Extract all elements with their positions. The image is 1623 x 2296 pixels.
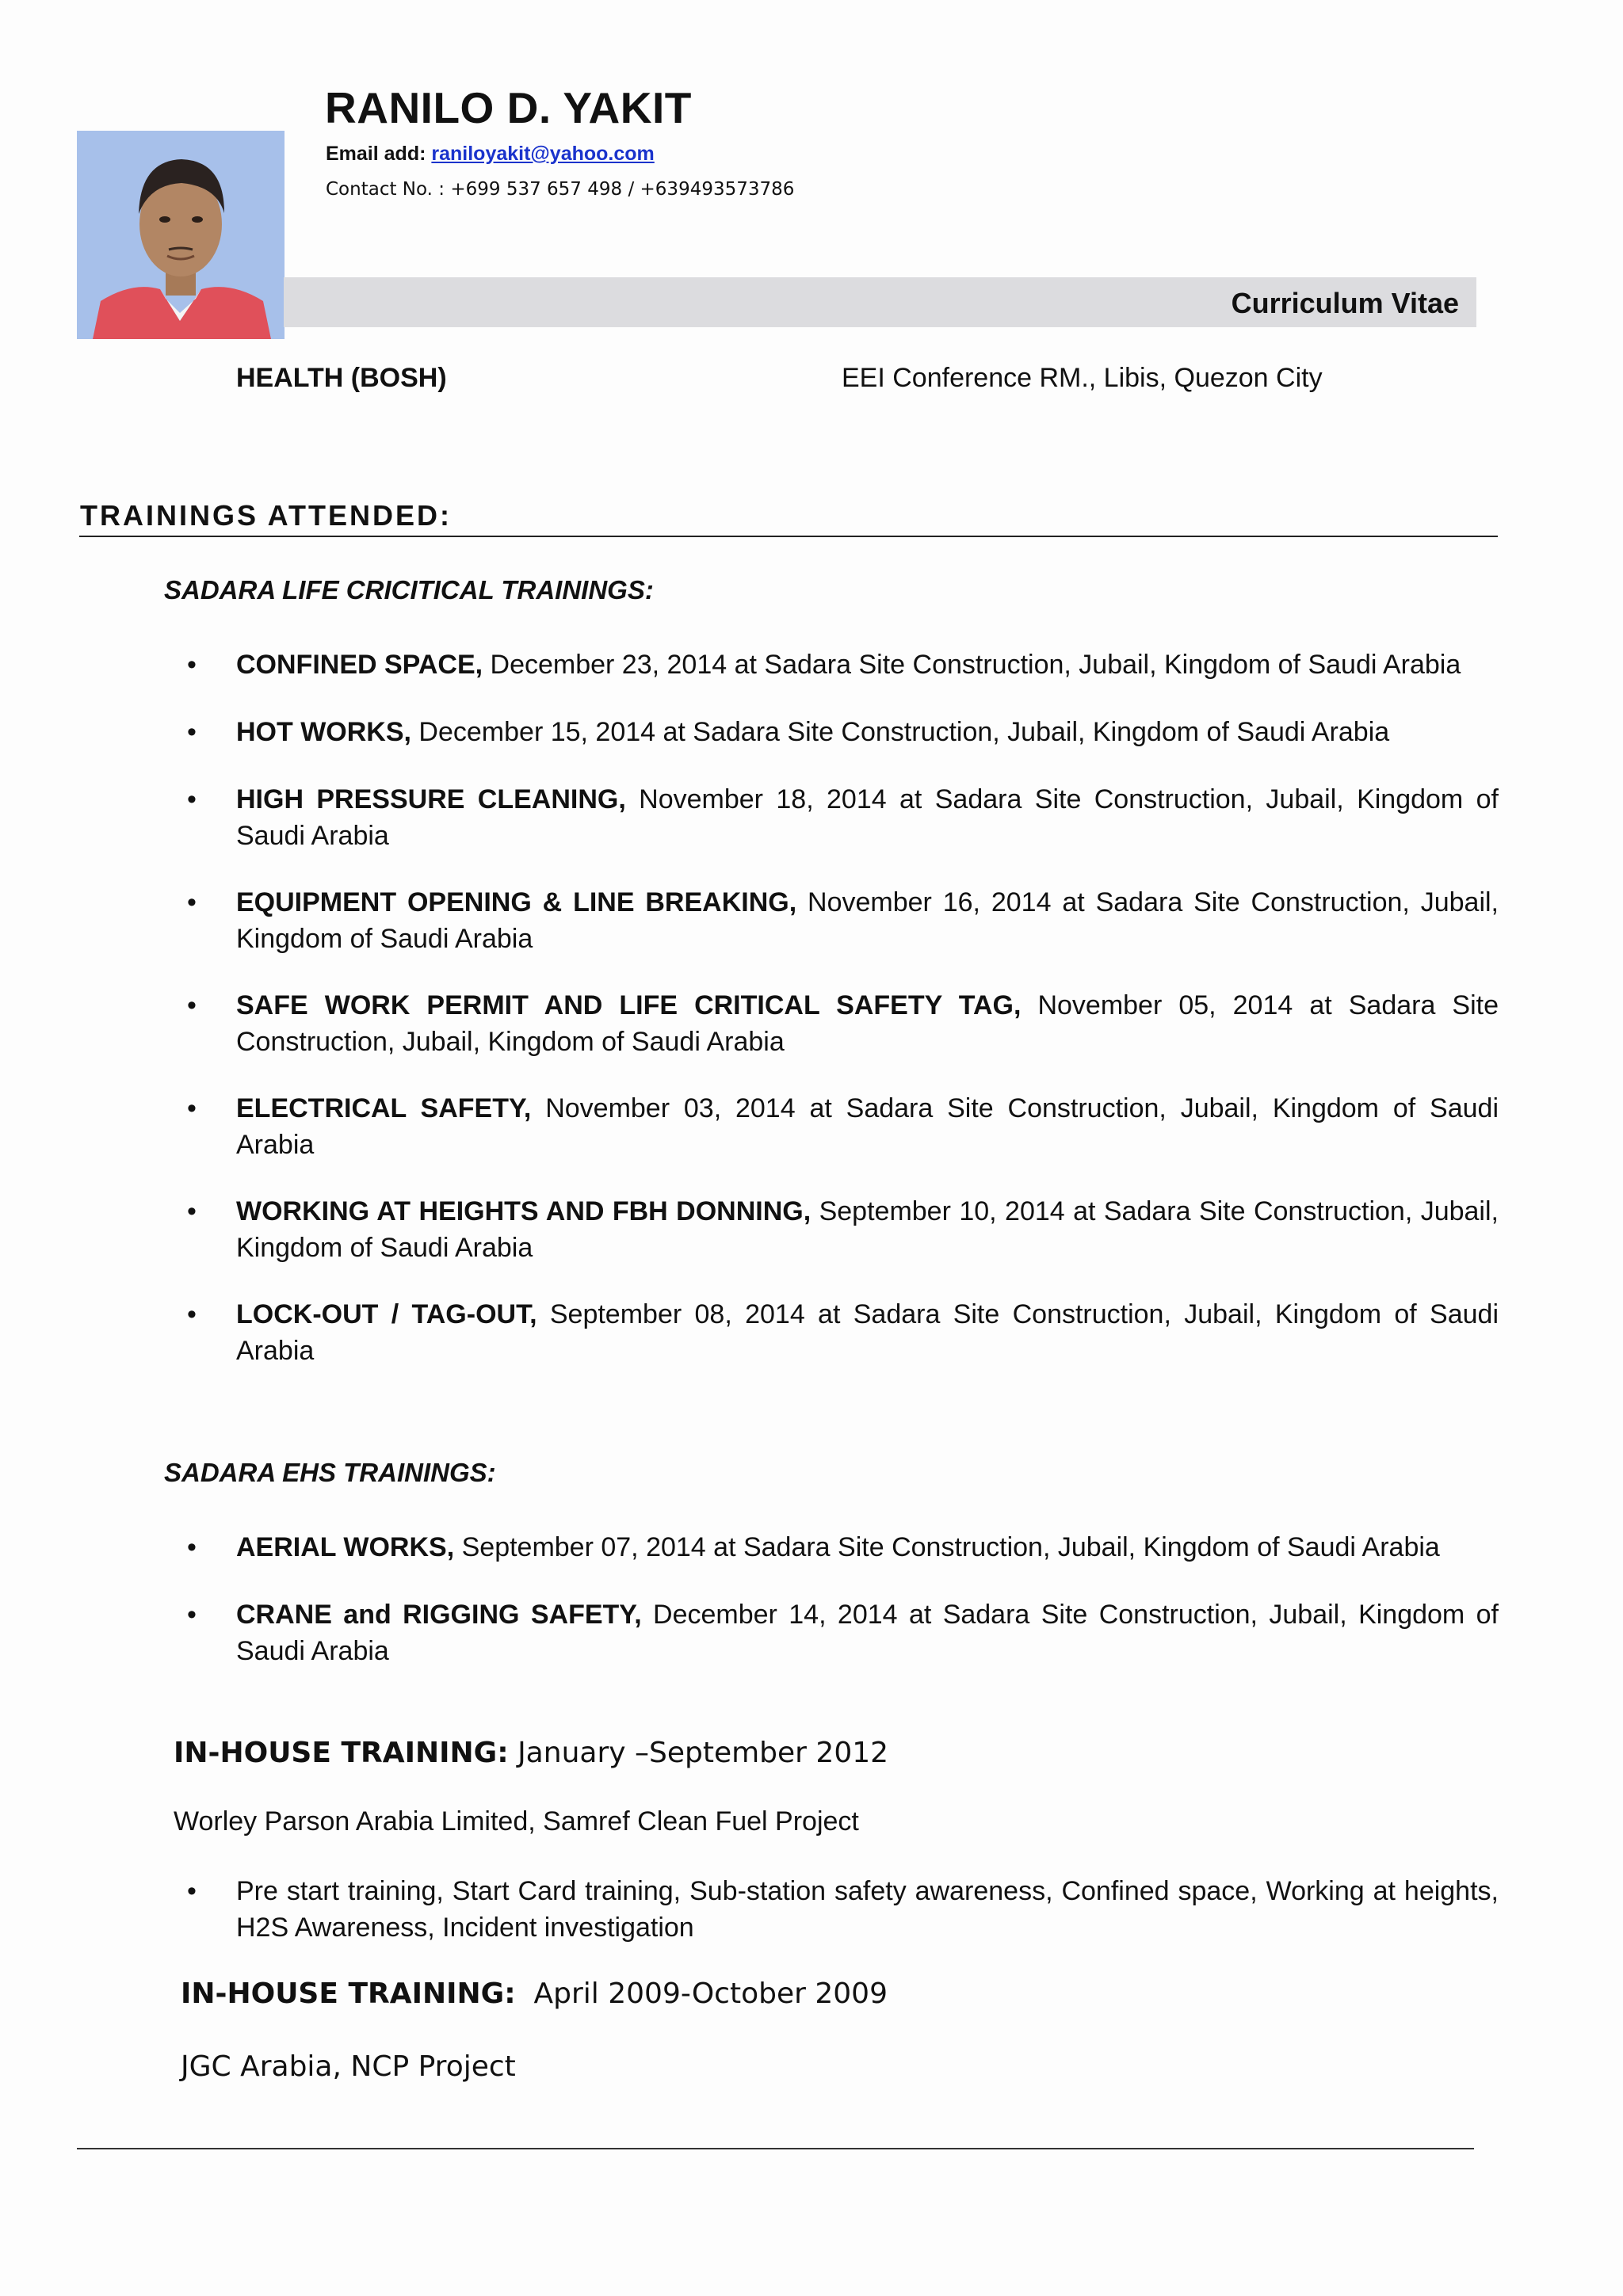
health-training-title: HEALTH (BOSH) [236,363,447,393]
training-name: CONFINED SPACE, [236,650,483,680]
training-detail: September 07, 2014 at Sadara Site Construction, Jubail, Kingdom of Saudi Arabia [454,1532,1440,1562]
training-detail: November 16, 2014 at Sadara Site Construction, Jubail, Kingdom of Saudi Arabia [236,887,1499,954]
bullet-icon: • [187,650,197,680]
bullet-icon: • [187,990,197,1020]
bullet-icon: • [187,1876,197,1906]
training-name: AERIAL WORKS, [236,1532,455,1562]
email-row [326,143,655,166]
training-detail: September 08, 2014 at Sadara Site Construction, Jubail, Kingdom of Saudi Arabia [236,1299,1499,1366]
section-divider [79,536,1498,537]
training-name: EQUIPMENT OPENING & LINE BREAKING, [236,887,797,917]
footer-divider [77,2148,1474,2149]
inhouse-company-1: Worley Parson Arabia Limited, Samref Clean Fuel Project [174,1806,859,1836]
inhouse-company-2: JGC Arabia, NCP Project [181,2050,516,2083]
training-detail: December 23, 2014 at Sadara Site Construction, Jubail, Kingdom of Saudi Arabia [483,650,1461,680]
training-name: HIGH PRESSURE CLEANING, [236,784,626,814]
bullet-icon: • [187,1299,197,1329]
cv-title-band [284,277,1476,327]
list-item [0,1193,1499,1266]
training-name: LOCK-OUT / TAG-OUT, [236,1299,537,1329]
inhouse-training-1 [174,1737,888,1769]
inhouse-label: IN-HOUSE TRAINING: [174,1737,509,1769]
list-item [0,1090,1499,1163]
list-item [0,646,1499,683]
inhouse-training-2 [181,1978,888,2010]
training-detail: November 18, 2014 at Sadara Site Construction, Jubail, Kingdom of Saudi Arabia [236,784,1499,851]
list-item [0,987,1499,1060]
bullet-icon: • [187,784,197,814]
training-name: ELECTRICAL SAFETY, [236,1093,532,1123]
ehs-heading: SADARA EHS TRAININGS: [164,1458,496,1487]
email-label: Email add: [326,143,426,165]
inhouse-label: IN-HOUSE TRAINING: [181,1978,516,2010]
life-critical-heading: SADARA LIFE CRICITICAL TRAININGS: [164,575,654,605]
training-name: HOT WORKS, [236,717,411,747]
training-name: WORKING AT HEIGHTS AND FBH DONNING, [236,1196,812,1226]
list-item [0,781,1499,854]
section-title-trainings: TRAININGS ATTENDED: [80,499,452,532]
candidate-name: RANILO D. YAKIT [325,83,692,132]
bullet-icon: • [187,1532,197,1562]
bullet-icon: • [187,717,197,747]
training-detail: December 14, 2014 at Sadara Site Construction, Jubail, Kingdom of Saudi Arabia [236,1600,1499,1666]
cv-title: Curriculum Vitae [1231,287,1459,319]
list-item [0,884,1499,957]
list-item [0,1873,1499,1946]
training-detail: November 05, 2014 at Sadara Site Construction, Jubail, Kingdom of Saudi Arabia [236,990,1499,1057]
health-training-venue: EEI Conference RM., Libis, Quezon City [842,363,1323,393]
inhouse-period: January –September 2012 [508,1737,889,1769]
contact-numbers: Contact No. : +699 537 657 498 / +639493573786 [326,179,795,200]
list-item [0,1596,1499,1669]
training-detail: September 10, 2014 at Sadara Site Construction, Jubail, Kingdom of Saudi Arabia [236,1196,1499,1263]
bullet-icon: • [187,1196,197,1226]
profile-photo [77,131,285,339]
bullet-icon: • [187,1093,197,1123]
list-item [0,1296,1499,1369]
training-detail: November 03, 2014 at Sadara Site Construction, Jubail, Kingdom of Saudi Arabia [236,1093,1499,1160]
inhouse-period: April 2009-October 2009 [515,1978,888,2010]
bullet-icon: • [187,1600,197,1630]
person-portrait-icon [77,131,285,339]
training-detail: December 15, 2014 at Sadara Site Construction, Jubail, Kingdom of Saudi Arabia [411,717,1390,747]
email-link[interactable]: raniloyakit@yahoo.com [431,143,655,165]
bullet-icon: • [187,887,197,917]
list-item [0,714,1499,750]
inhouse-topics: Pre start training, Start Card training, Sub-station safety awareness, Confined space, Working at heights, H2S Awareness, Incident investigation [236,1876,1499,1943]
list-item [0,1529,1499,1566]
training-name: SAFE WORK PERMIT AND LIFE CRITICAL SAFETY TAG, [236,990,1022,1020]
training-name: CRANE and RIGGING SAFETY, [236,1600,642,1630]
